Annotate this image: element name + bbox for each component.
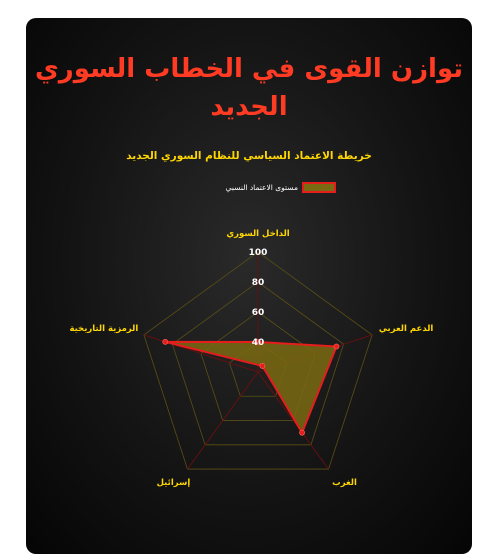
- axis-label-0: الداخل السوري: [226, 229, 290, 239]
- data-point-3: [260, 363, 265, 368]
- chart-title: خريطة الاعتماد السياسي للنظام السوري الجديد: [126, 150, 372, 162]
- chart-card: [26, 18, 472, 554]
- axis-label-2: الغرب: [332, 478, 357, 489]
- radar-chart: [26, 18, 472, 554]
- tick-label-40: 40: [251, 338, 265, 348]
- axis-label-1: الدعم العربي: [378, 323, 434, 334]
- tick-label-80: 80: [251, 278, 265, 288]
- axis-label-4: الرمزية التاريخية: [69, 323, 139, 334]
- legend-label: مستوى الاعتماد النسبي: [225, 182, 298, 192]
- data-point-1: [334, 344, 339, 349]
- data-point-4: [163, 339, 168, 344]
- tick-label-100: 100: [248, 248, 268, 258]
- series-area: [165, 342, 336, 433]
- data-point-2: [299, 430, 304, 435]
- page-title: توازن القوى في الخطاب السوري الجديد: [34, 54, 464, 122]
- tick-label-60: 60: [251, 308, 265, 318]
- axis-label-3: إسرائيل: [156, 478, 191, 489]
